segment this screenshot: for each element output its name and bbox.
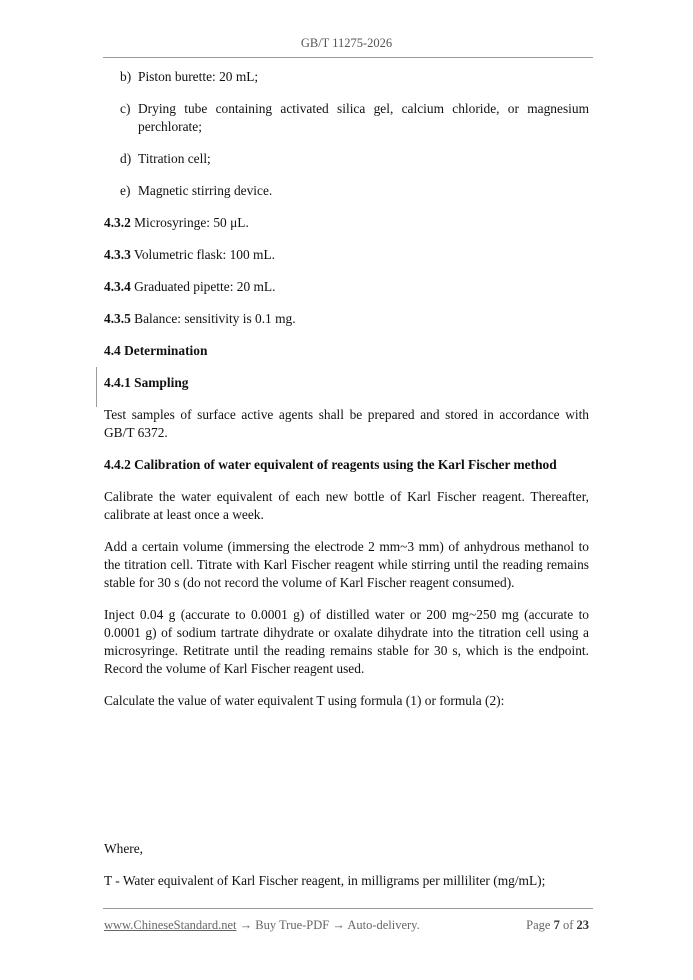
calibration-paragraph: Add a certain volume (immersing the electrode 2 mm~3 mm) of anhydrous methanol to the titration cell. Titrate with Karl Fischer reagent while stirring until the reading remains stable for 30 s (do not record the volume of Karl Fischer reagent consumed). — [104, 539, 589, 590]
clause-4-3-5 — [104, 310, 589, 328]
sampling-heading: 4.4.1 Sampling — [104, 375, 189, 390]
list-item-text: Drying tube containing activated silica gel, calcium chloride, or magnesium perchlorate; — [138, 101, 589, 134]
buy-link[interactable]: Buy True-PDF — [255, 918, 330, 932]
formula-area — [104, 724, 589, 840]
list-item — [120, 68, 589, 86]
clause-4-3-2 — [104, 214, 589, 232]
where-label: Where, — [104, 841, 144, 856]
clause-number: 4.3.5 — [104, 311, 131, 326]
list-item-mark: c) — [120, 101, 131, 116]
clause-text: Graduated pipette: 20 mL. — [134, 279, 276, 294]
list-item — [120, 182, 589, 200]
revision-bar — [96, 367, 97, 407]
total-pages: 23 — [576, 918, 589, 932]
site-link[interactable]: www.ChineseStandard.net — [104, 918, 237, 932]
calibration-paragraph: Calibrate the water equivalent of each new bottle of Karl Fischer reagent. Thereafter, calibrate at least once a week. — [104, 489, 589, 522]
list-item-mark: e) — [120, 183, 131, 198]
list-item-text: Titration cell; — [138, 151, 211, 166]
sampling-text: Test samples of surface active agents shall be prepared and stored in accordance with GB/T 6372. — [104, 407, 589, 440]
page-number: Page 7 of 23 — [526, 918, 589, 932]
footer-promo — [104, 918, 420, 933]
list-item-text: Magnetic stirring device. — [138, 183, 273, 198]
clause-number: 4.3.2 — [104, 215, 131, 230]
footer-divider — [103, 908, 593, 909]
arrow-icon: → — [332, 918, 345, 932]
clause-4-3-3 — [104, 246, 589, 264]
header-divider — [103, 57, 593, 58]
calibration-paragraph: Inject 0.04 g (accurate to 0.0001 g) of distilled water or 200 mg~250 mg (accurate to 0.0001 g) of sodium tartrate dihydrate or oxalate dihydrate into the titration cell using a microsyringe. Retitrate until the reading remains stable for 30 s, which is the endpoint. Record the volume of Karl Fischer reagent used. — [104, 607, 589, 676]
clause-text: Volumetric flask: 100 mL. — [133, 247, 275, 262]
list-item-mark: d) — [120, 151, 132, 166]
arrow-icon: → — [239, 918, 253, 932]
page-header — [0, 36, 693, 51]
calibration-paragraph: Calculate the value of water equivalent T using formula (1) or formula (2): — [104, 693, 505, 708]
clause-number: 4.3.4 — [104, 279, 131, 294]
clause-text: Microsyringe: 50 μL. — [134, 215, 249, 230]
page-content — [104, 68, 589, 904]
clause-number: 4.3.3 — [104, 247, 131, 262]
clause-4-3-4 — [104, 278, 589, 296]
list-item-text: Piston burette: 20 mL; — [138, 69, 259, 84]
clause-text: Balance: sensitivity is 0.1 mg. — [134, 311, 296, 326]
current-page: 7 — [553, 918, 560, 932]
section-heading: 4.4 Determination — [104, 343, 208, 358]
list-item — [120, 150, 589, 168]
calibration-heading: 4.4.2 Calibration of water equivalent of reagents using the Karl Fischer method — [104, 457, 557, 472]
where-definition: T - Water equivalent of Karl Fischer reagent, in milligrams per milliliter (mg/mL); — [104, 873, 546, 888]
standard-code: GB/T 11275-2026 — [300, 36, 393, 50]
delivery-text: Auto-delivery. — [347, 918, 420, 932]
list-item-mark: b) — [120, 69, 132, 84]
list-item — [120, 100, 589, 136]
